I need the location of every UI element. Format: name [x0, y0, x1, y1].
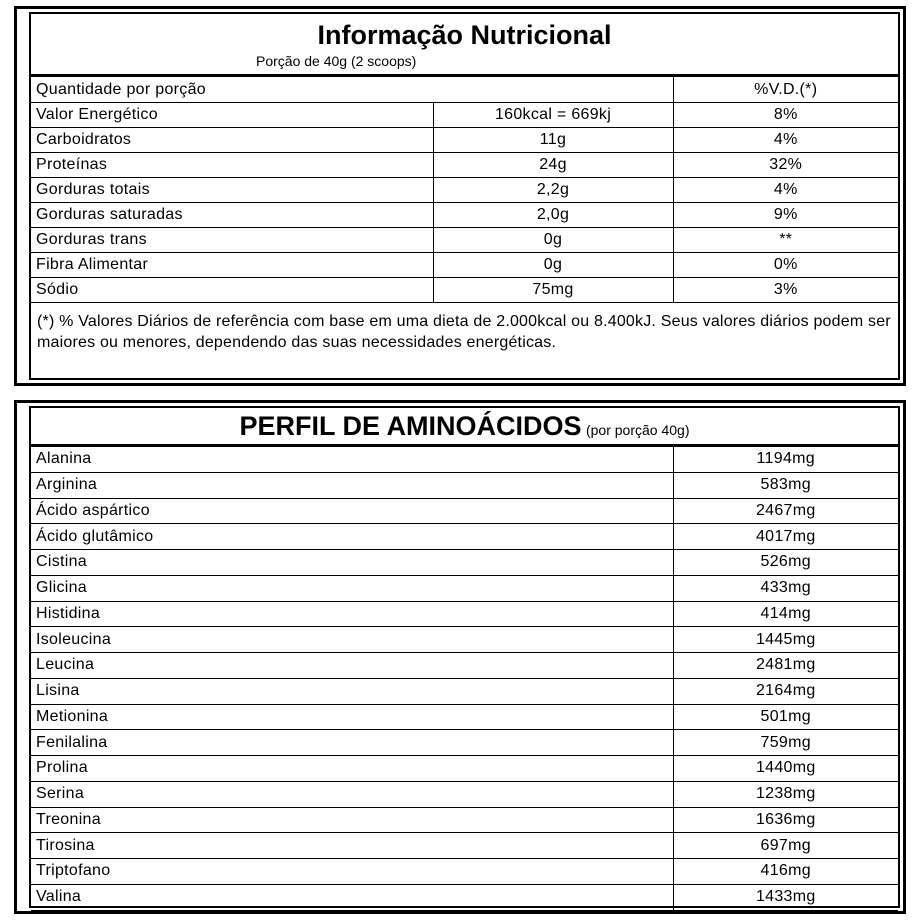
- nutrition-facts-table-frame: [29, 12, 900, 380]
- nutrition-header: [31, 14, 898, 76]
- nutrient-amount: 24g: [433, 153, 673, 178]
- nutrition-table: [31, 76, 898, 303]
- amino-name: Isoleucina: [31, 627, 673, 653]
- nutrient-vd: **: [673, 228, 898, 253]
- nutrient-name: Valor Energético: [31, 103, 433, 128]
- nutrition-row: [31, 178, 898, 203]
- amino-name: Leucina: [31, 653, 673, 679]
- amino-subtitle: (por porção 40g): [585, 422, 690, 438]
- quantity-header: Quantidade por porção: [31, 77, 673, 103]
- amino-amount: 4017mg: [673, 524, 898, 550]
- nutrition-facts-panel: [14, 6, 906, 386]
- amino-name: Ácido glutâmico: [31, 524, 673, 550]
- nutrient-vd: 32%: [673, 153, 898, 178]
- amino-name: Prolina: [31, 756, 673, 782]
- nutrition-row: [31, 278, 898, 303]
- amino-row: [31, 653, 898, 679]
- nutrient-name: Sódio: [31, 278, 433, 303]
- nutrition-row: [31, 253, 898, 278]
- nutrient-vd: 0%: [673, 253, 898, 278]
- nutrient-vd: 3%: [673, 278, 898, 303]
- amino-title: PERFIL DE AMINOÁCIDOS: [239, 411, 582, 441]
- nutrition-column-header: [31, 77, 898, 103]
- amino-name: Tirosina: [31, 833, 673, 859]
- amino-name: Metionina: [31, 704, 673, 730]
- amino-name: Arginina: [31, 472, 673, 498]
- nutrient-amount: 0g: [433, 228, 673, 253]
- nutrient-amount: 2,2g: [433, 178, 673, 203]
- nutrient-vd: 4%: [673, 128, 898, 153]
- amino-amount: 414mg: [673, 601, 898, 627]
- amino-amount: 2164mg: [673, 678, 898, 704]
- amino-amount: 526mg: [673, 550, 898, 576]
- amino-name: Glicina: [31, 575, 673, 601]
- amino-name: Histidina: [31, 601, 673, 627]
- amino-row: [31, 704, 898, 730]
- amino-acid-panel: [14, 400, 906, 914]
- amino-name: Lisina: [31, 678, 673, 704]
- amino-name: Triptofano: [31, 859, 673, 885]
- amino-row: [31, 550, 898, 576]
- amino-row: [31, 756, 898, 782]
- amino-row: [31, 884, 898, 910]
- daily-value-footnote: (*) % Valores Diários de referência com base em uma dieta de 2.000kcal ou 8.400kJ. Seus valores diários podem ser maiores ou menores, dependendo das suas necessidades energéticas.: [37, 313, 891, 351]
- nutrient-name: Gorduras trans: [31, 228, 433, 253]
- amino-header: [31, 408, 898, 447]
- vd-header: %V.D.(*): [673, 77, 898, 103]
- amino-name: Alanina: [31, 447, 673, 472]
- amino-amount: 501mg: [673, 704, 898, 730]
- nutrient-name: Carboidratos: [31, 128, 433, 153]
- amino-amount: 2467mg: [673, 498, 898, 524]
- serving-size: Porção de 40g (2 scoops): [256, 53, 417, 69]
- amino-row: [31, 833, 898, 859]
- nutrition-row: [31, 103, 898, 128]
- amino-amount: 416mg: [673, 859, 898, 885]
- amino-amount: 1636mg: [673, 807, 898, 833]
- nutrient-name: Proteínas: [31, 153, 433, 178]
- nutrient-vd: 9%: [673, 203, 898, 228]
- amino-row: [31, 472, 898, 498]
- nutrition-row: [31, 203, 898, 228]
- nutrient-vd: 8%: [673, 103, 898, 128]
- nutrient-amount: 75mg: [433, 278, 673, 303]
- amino-amount: 697mg: [673, 833, 898, 859]
- nutrition-row: [31, 128, 898, 153]
- nutrient-name: Gorduras totais: [31, 178, 433, 203]
- amino-row: [31, 807, 898, 833]
- amino-amount: 1238mg: [673, 781, 898, 807]
- amino-amount: 2481mg: [673, 653, 898, 679]
- amino-name: Valina: [31, 884, 673, 910]
- nutrient-amount: 160kcal = 669kj: [433, 103, 673, 128]
- amino-row: [31, 627, 898, 653]
- amino-name: Treonina: [31, 807, 673, 833]
- nutrient-name: Fibra Alimentar: [31, 253, 433, 278]
- amino-amount: 1194mg: [673, 447, 898, 472]
- nutrient-amount: 11g: [433, 128, 673, 153]
- amino-name: Ácido aspártico: [31, 498, 673, 524]
- amino-amount: 1440mg: [673, 756, 898, 782]
- amino-name: Fenilalina: [31, 730, 673, 756]
- nutrition-row: [31, 153, 898, 178]
- amino-name: Cistina: [31, 550, 673, 576]
- nutrition-row: [31, 228, 898, 253]
- amino-row: [31, 498, 898, 524]
- amino-table: [31, 447, 898, 911]
- amino-amount: 759mg: [673, 730, 898, 756]
- amino-acid-table-frame: [29, 406, 900, 908]
- amino-row: [31, 730, 898, 756]
- amino-row: [31, 781, 898, 807]
- amino-row: [31, 859, 898, 885]
- amino-row: [31, 524, 898, 550]
- amino-row: [31, 601, 898, 627]
- nutrient-name: Gorduras saturadas: [31, 203, 433, 228]
- amino-amount: 433mg: [673, 575, 898, 601]
- nutrient-amount: 2,0g: [433, 203, 673, 228]
- amino-name: Serina: [31, 781, 673, 807]
- amino-row: [31, 575, 898, 601]
- amino-row: [31, 678, 898, 704]
- nutrition-title: Informação Nutricional: [317, 20, 612, 50]
- amino-amount: 583mg: [673, 472, 898, 498]
- nutrient-vd: 4%: [673, 178, 898, 203]
- nutrient-amount: 0g: [433, 253, 673, 278]
- amino-amount: 1445mg: [673, 627, 898, 653]
- amino-amount: 1433mg: [673, 884, 898, 910]
- amino-row: [31, 447, 898, 472]
